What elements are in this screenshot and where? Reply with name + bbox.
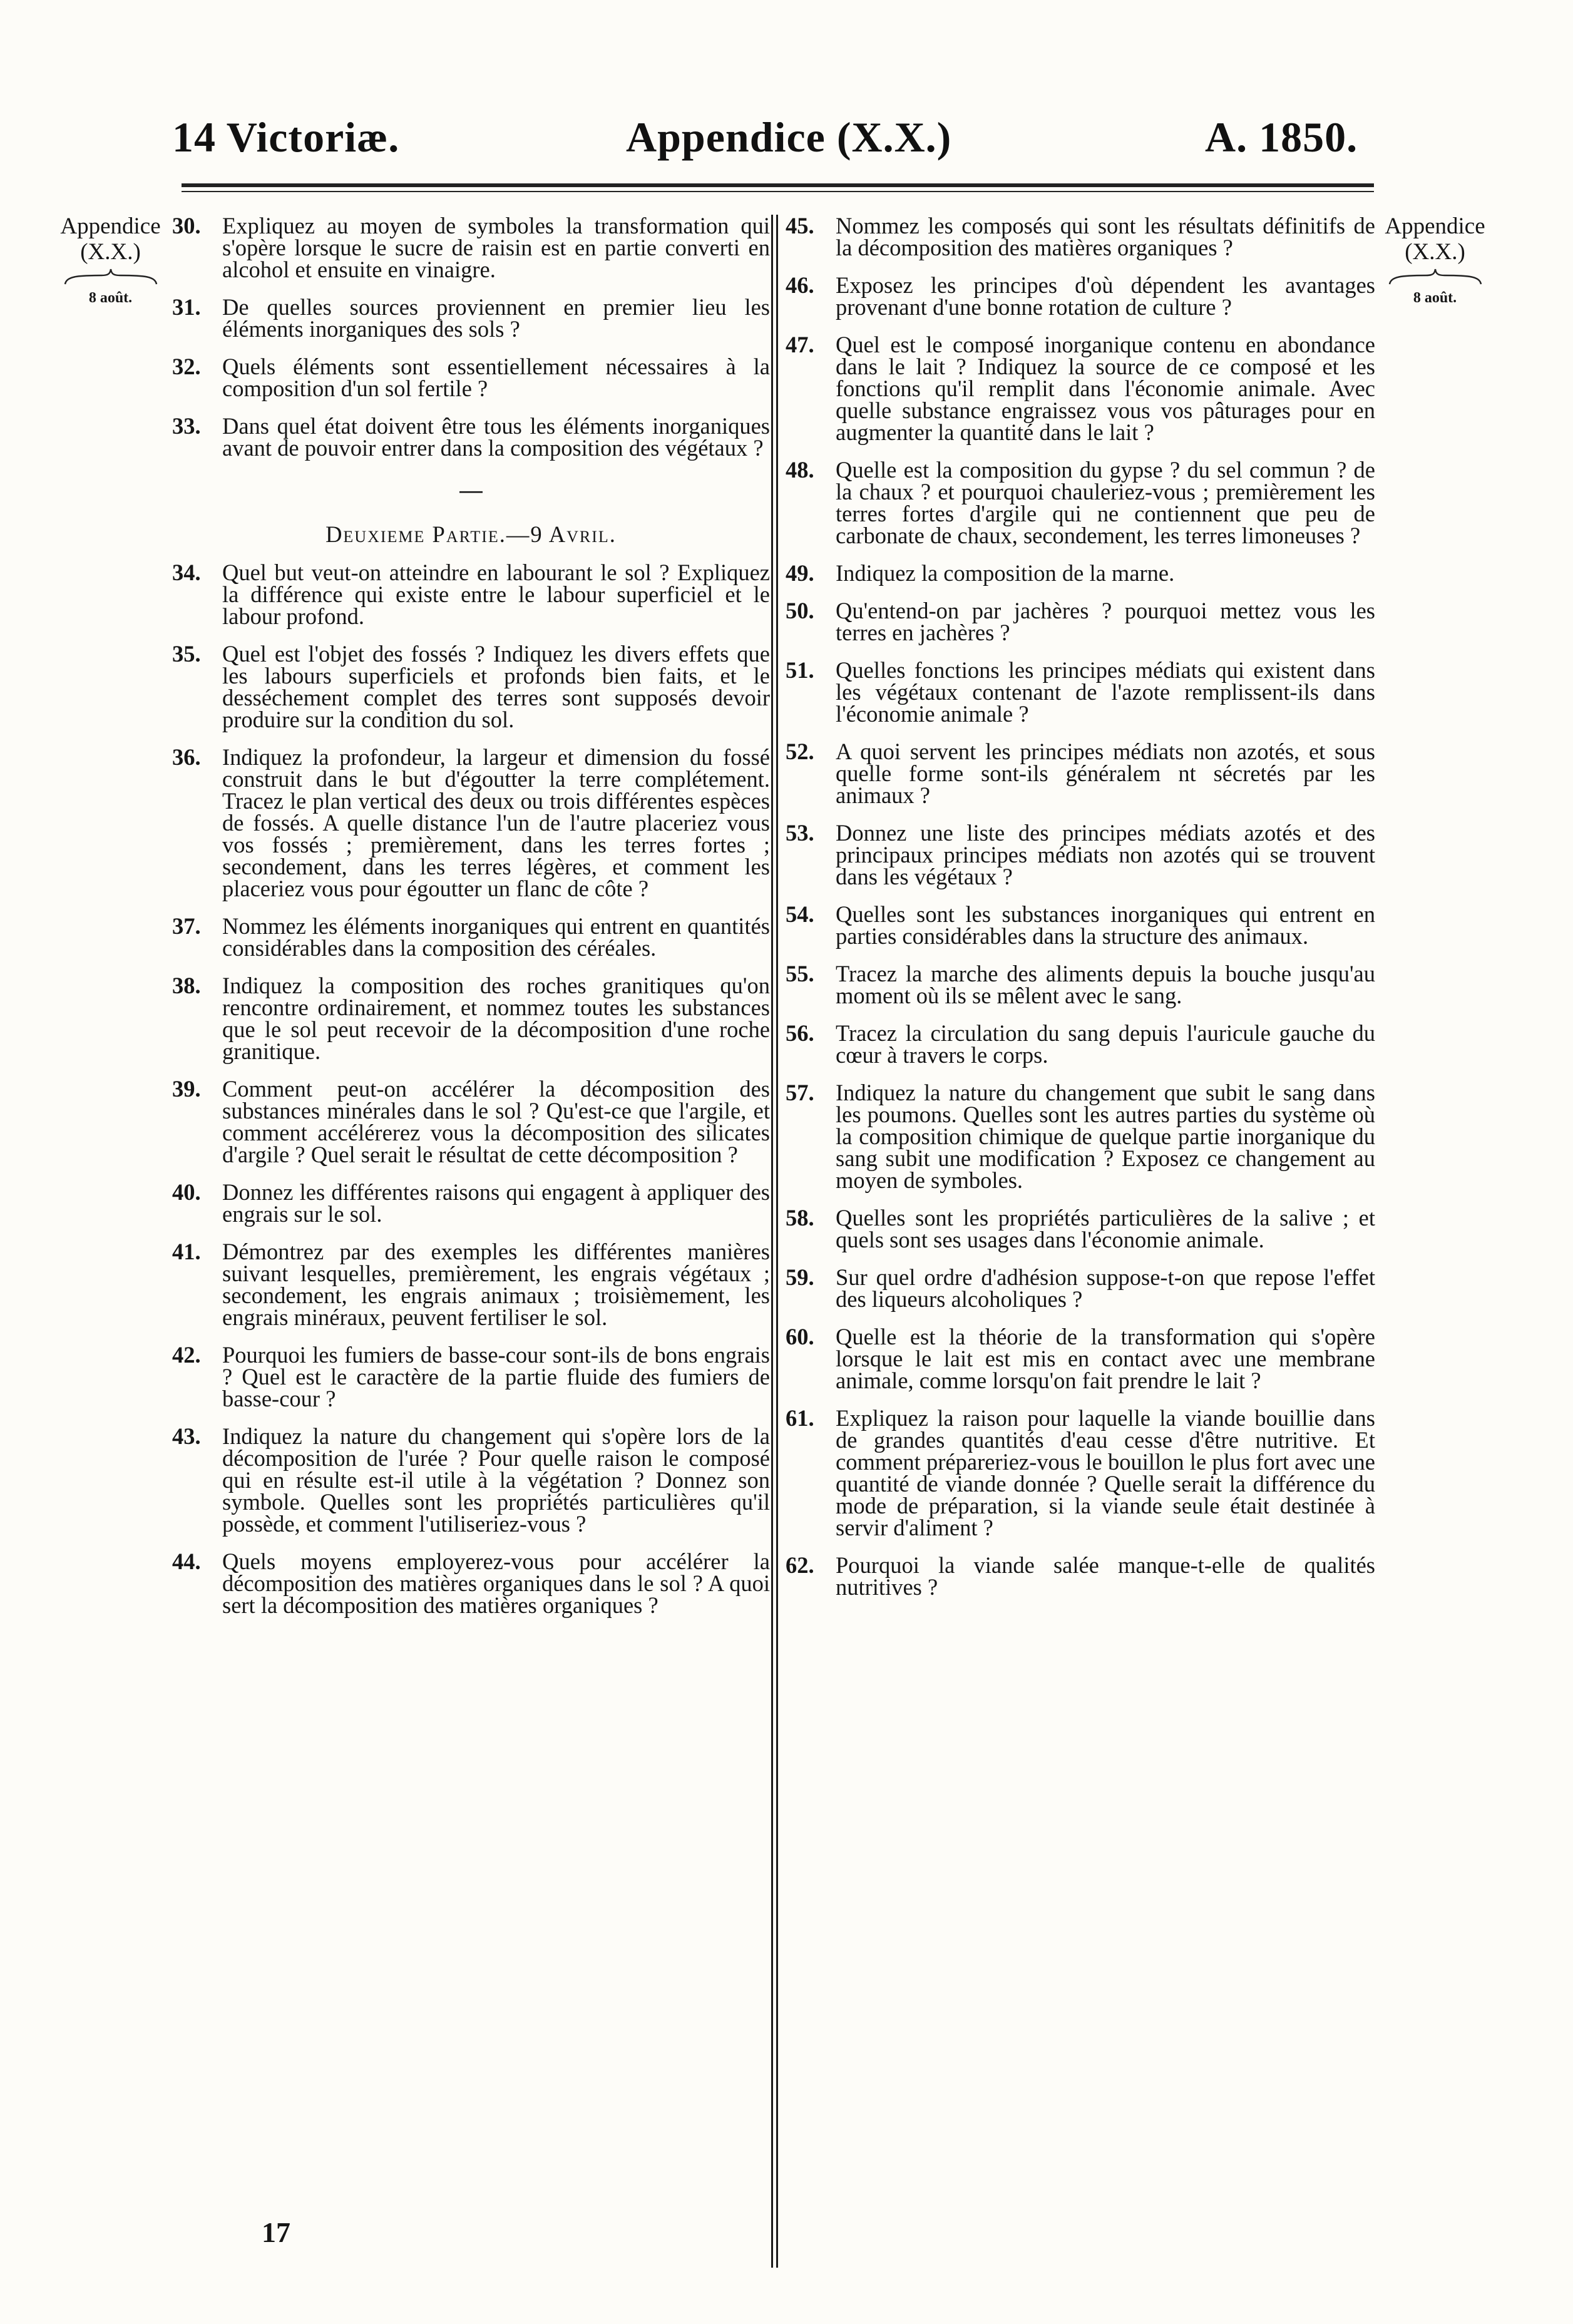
margin-note-date: 8 août. bbox=[1413, 290, 1457, 306]
question-number: 60. bbox=[786, 1324, 814, 1349]
question-42 bbox=[172, 1344, 770, 1410]
question-45 bbox=[786, 215, 1375, 259]
question-number: 51. bbox=[786, 657, 814, 683]
question-text: Sur quel ordre d'adhésion suppose-t-on que repose l'effet des liqueurs alcoholiques ? bbox=[836, 1264, 1375, 1312]
question-46 bbox=[786, 274, 1375, 318]
question-number: 56. bbox=[786, 1020, 814, 1046]
question-43 bbox=[172, 1425, 770, 1535]
question-38 bbox=[172, 975, 770, 1062]
question-text: Donnez les différentes raisons qui engagent à appliquer des engrais sur le sol. bbox=[222, 1179, 770, 1227]
question-number: 42. bbox=[172, 1342, 201, 1368]
margin-note-title: Appendice bbox=[60, 213, 161, 239]
question-61 bbox=[786, 1407, 1375, 1538]
header-rule-thick bbox=[182, 183, 1374, 187]
question-number: 39. bbox=[172, 1076, 201, 1102]
section-divider: — bbox=[459, 477, 483, 503]
question-text: Indiquez la composition de la marne. bbox=[836, 560, 1175, 586]
question-41 bbox=[172, 1241, 770, 1328]
question-number: 30. bbox=[172, 213, 201, 238]
left-column bbox=[172, 215, 770, 1632]
question-number: 46. bbox=[786, 272, 814, 298]
page-number: 17 bbox=[262, 2216, 290, 2248]
question-text: Pourquoi les fumiers de basse-cour sont-ils de bons engrais ? Quel est le caractère de la partie fluide des fumiers de basse-cour ? bbox=[222, 1342, 770, 1411]
right-column bbox=[786, 215, 1375, 1614]
header-session: 14 Victoriæ. bbox=[172, 113, 400, 161]
question-number: 54. bbox=[786, 901, 814, 927]
question-number: 33. bbox=[172, 413, 201, 439]
question-number: 47. bbox=[786, 332, 814, 357]
question-44 bbox=[172, 1550, 770, 1616]
question-37 bbox=[172, 915, 770, 959]
question-text: Comment peut-on accélérer la décomposition des substances minérales dans le sol ? Qu'est-ce que l'argile, et comment accélérerez vous la décomposition des silicates d'argile ? Quel serait le résultat de cette décomposition ? bbox=[222, 1076, 770, 1167]
question-number: 41. bbox=[172, 1239, 201, 1264]
question-50 bbox=[786, 600, 1375, 643]
question-text: Quels éléments sont essentiellement nécessaires à la composition d'un sol fertile ? bbox=[222, 354, 770, 401]
question-text: Expliquez la raison pour laquelle la viande bouillie dans de grandes quantités d'eau cesse d'être nutritive. Et comment prépareriez-vous le bouillon le plus fort avec une quantité de viande donnée ? Quelle serait la différence du mode de préparation, si la viande seule était destinée à servir d'aliment ? bbox=[836, 1405, 1375, 1540]
question-48 bbox=[786, 459, 1375, 546]
question-text: Quelles sont les propriétés particulières de la salive ; et quels sont ses usages dans l'économie animale. bbox=[836, 1205, 1375, 1252]
brace-icon bbox=[1388, 268, 1482, 285]
question-number: 36. bbox=[172, 744, 201, 770]
question-62 bbox=[786, 1554, 1375, 1598]
question-text: Pourquoi la viande salée manque-t-elle de qualités nutritives ? bbox=[836, 1552, 1375, 1600]
question-56 bbox=[786, 1022, 1375, 1066]
question-number: 37. bbox=[172, 913, 201, 939]
question-39 bbox=[172, 1078, 770, 1165]
question-text: Nommez les composés qui sont les résultats définitifs de la décomposition des matières organiques ? bbox=[836, 213, 1375, 260]
question-54 bbox=[786, 903, 1375, 947]
column-rule bbox=[771, 215, 773, 2268]
question-number: 44. bbox=[172, 1548, 201, 1574]
question-number: 62. bbox=[786, 1552, 814, 1578]
question-number: 59. bbox=[786, 1264, 814, 1290]
margin-note-ref: (X.X.) bbox=[80, 239, 141, 265]
question-number: 50. bbox=[786, 598, 814, 623]
question-number: 55. bbox=[786, 961, 814, 986]
question-number: 53. bbox=[786, 820, 814, 846]
question-number: 58. bbox=[786, 1205, 814, 1231]
question-number: 35. bbox=[172, 641, 201, 667]
question-number: 34. bbox=[172, 560, 201, 585]
margin-note-date: 8 août. bbox=[88, 290, 133, 306]
question-text: Dans quel état doivent être tous les éléments inorganiques avant de pouvoir entrer dans la composition des végétaux ? bbox=[222, 413, 770, 461]
question-text: Indiquez la nature du changement qui s'opère lors de la décomposition de l'urée ? Pour quelle raison le composé qui en résulte est-il utile à la végétation ? Donnez son symbole. Quelles sont les propriétés particulières qu'il possède, et comment l'utiliseriez-vous ? bbox=[222, 1423, 770, 1537]
question-52 bbox=[786, 740, 1375, 806]
question-number: 43. bbox=[172, 1423, 201, 1449]
question-57 bbox=[786, 1082, 1375, 1191]
question-text: Quelles fonctions les principes médiats qui existent dans les végétaux contenant de l'azote remplissent-ils dans l'économie animale ? bbox=[836, 657, 1375, 727]
question-number: 38. bbox=[172, 973, 201, 998]
question-number: 31. bbox=[172, 294, 201, 320]
question-number: 49. bbox=[786, 560, 814, 586]
question-36 bbox=[172, 746, 770, 899]
question-number: 40. bbox=[172, 1179, 201, 1205]
question-55 bbox=[786, 963, 1375, 1006]
question-number: 45. bbox=[786, 213, 814, 238]
question-35 bbox=[172, 643, 770, 730]
question-text: Indiquez la composition des roches granitiques qu'on rencontre ordinairement, et nommez toutes les substances que le sol peut recevoir de la décomposition d'une roche granitique. bbox=[222, 973, 770, 1064]
question-text: Qu'entend-on par jachères ? pourquoi mettez vous les terres en jachères ? bbox=[836, 598, 1375, 645]
question-text: Exposez les principes d'où dépendent les avantages provenant d'une bonne rotation de culture ? bbox=[836, 272, 1375, 320]
header-year: A. 1850. bbox=[1205, 113, 1358, 161]
header-title: Appendice (X.X.) bbox=[626, 113, 952, 161]
margin-note-ref: (X.X.) bbox=[1405, 239, 1465, 265]
question-34 bbox=[172, 561, 770, 627]
question-text: Quel est le composé inorganique contenu en abondance dans le lait ? Indiquez la source de ce composé et les fonctions qu'il remplit dans l'économie animale. Avec quelle substance engraissez vous vos pâturages pour en augmenter la quantité dans le lait ? bbox=[836, 332, 1375, 445]
question-40 bbox=[172, 1181, 770, 1225]
question-text: A quoi servent les principes médiats non azotés, et sous quelle forme sont-ils généralem nt sécretés par les animaux ? bbox=[836, 739, 1375, 808]
question-30 bbox=[172, 215, 770, 280]
question-text: Quelle est la composition du gypse ? du sel commun ? de la chaux ? et pourquoi chauleriez-vous ; premièrement les terres fortes d'argile qui ne contiennent que peu de carbonate de chaux, secondement, les terres limoneuses ? bbox=[836, 457, 1375, 548]
question-number: 57. bbox=[786, 1080, 814, 1105]
question-text: Tracez la marche des aliments depuis la bouche jusqu'au moment où ils se mêlent avec le sang. bbox=[836, 961, 1375, 1008]
question-text: Quel but veut-on atteindre en labourant le sol ? Expliquez la différence qui existe entre le labour superficiel et le labour profond. bbox=[222, 560, 770, 629]
question-text: Quel est l'objet des fossés ? Indiquez les divers effets que les labours superficiels et profonds bien faits, et le desséchement complet des terres sont supposés devoir produire sur la condition du sol. bbox=[222, 641, 770, 732]
margin-note-right bbox=[1365, 214, 1505, 307]
margin-note-left bbox=[40, 214, 181, 307]
question-number: 52. bbox=[786, 739, 814, 764]
question-text: De quelles sources proviennent en premier lieu les éléments inorganiques des sols ? bbox=[222, 294, 770, 342]
margin-note-title: Appendice bbox=[1385, 213, 1485, 239]
question-text: Expliquez au moyen de symboles la transformation qui s'opère lorsque le sucre de raisin est en partie converti en alcohol et ensuite en vinaigre. bbox=[222, 213, 770, 282]
header-rule-thin bbox=[182, 191, 1374, 192]
column-rule bbox=[776, 215, 778, 2268]
question-text: Indiquez la profondeur, la largeur et dimension du fossé construit dans le but d'égoutter la terre complétement. Tracez le plan vertical des deux ou trois différentes espèces de fossés. A quelle distance l'un de l'autre placeriez vous vos fossés ; premièrement, dans les terres fortes ; secondement, dans les terres légères, et comment les placeriez vous pour égoutter un flanc de côte ? bbox=[222, 744, 770, 901]
question-text: Tracez la circulation du sang depuis l'auricule gauche du cœur à travers le corps. bbox=[836, 1020, 1375, 1068]
question-text: Quels moyens employerez-vous pour accélérer la décomposition des matières organiques dans le sol ? A quoi sert la décomposition des matières organiques ? bbox=[222, 1548, 770, 1618]
brace-icon bbox=[64, 268, 158, 285]
question-number: 48. bbox=[786, 457, 814, 483]
question-49 bbox=[786, 562, 1375, 584]
question-text: Démontrez par des exemples les différentes manières suivant lesquelles, premièrement, les engrais végétaux ; secondement, les engrais animaux ; troisièmement, les engrais minéraux, peuvent fertiliser le sol. bbox=[222, 1239, 770, 1330]
question-text: Nommez les éléments inorganiques qui entrent en quantités considérables dans la composition des céréales. bbox=[222, 913, 770, 961]
part-heading: Deuxieme Partie.—9 Avril. bbox=[325, 521, 617, 547]
question-text: Quelles sont les substances inorganiques qui entrent en parties considérables dans la structure des animaux. bbox=[836, 901, 1375, 949]
question-text: Donnez une liste des principes médiats azotés et des principaux principes médiats non azotés qui se trouvent dans les végétaux ? bbox=[836, 820, 1375, 889]
question-58 bbox=[786, 1207, 1375, 1251]
question-51 bbox=[786, 659, 1375, 725]
question-32 bbox=[172, 356, 770, 399]
question-text: Quelle est la théorie de la transformation qui s'opère lorsque le lait est mis en contact avec une membrane animale, comme lorsqu'on fait prendre le lait ? bbox=[836, 1324, 1375, 1393]
question-59 bbox=[786, 1266, 1375, 1310]
question-text: Indiquez la nature du changement que subit le sang dans les poumons. Quelles sont les autres parties du système où la composition chimique de quelque partie inorganique du sang subit une modification ? Exposez ce changement au moyen de symboles. bbox=[836, 1080, 1375, 1193]
question-53 bbox=[786, 822, 1375, 888]
question-31 bbox=[172, 296, 770, 340]
question-number: 61. bbox=[786, 1405, 814, 1431]
question-number: 32. bbox=[172, 354, 201, 379]
question-60 bbox=[786, 1326, 1375, 1391]
question-33 bbox=[172, 415, 770, 459]
question-47 bbox=[786, 334, 1375, 443]
